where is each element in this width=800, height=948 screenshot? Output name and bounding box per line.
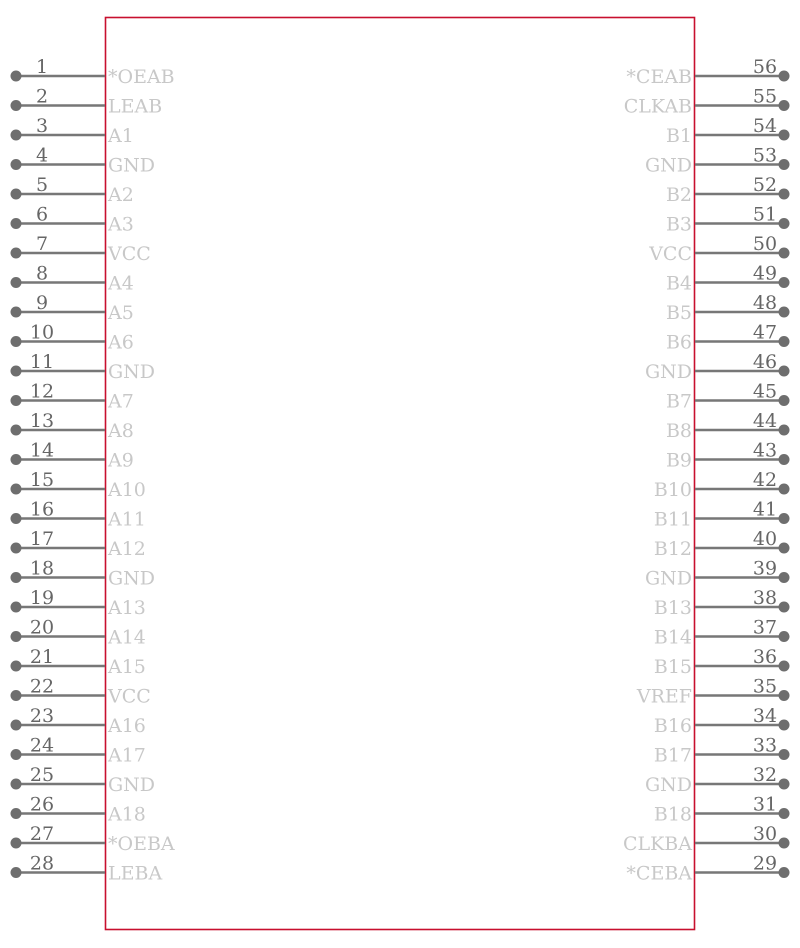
pin-number: 18 bbox=[29, 557, 55, 580]
pin bbox=[11, 56, 175, 88]
pin-number: 8 bbox=[35, 262, 49, 285]
pin-name: B4 bbox=[665, 272, 692, 295]
pin-number: 50 bbox=[752, 233, 778, 255]
pin-endpoint-dot bbox=[779, 159, 790, 170]
pin-endpoint-dot bbox=[11, 366, 22, 377]
pin-name: GND bbox=[644, 154, 692, 177]
pin bbox=[11, 558, 156, 590]
pin bbox=[11, 705, 146, 737]
pin-name: *CEAB bbox=[626, 66, 692, 88]
pin bbox=[648, 233, 789, 265]
pin-number: 2 bbox=[35, 85, 49, 108]
pin-number: 42 bbox=[752, 469, 778, 491]
pin-endpoint-dot bbox=[779, 513, 790, 524]
pin-number: 41 bbox=[752, 498, 778, 521]
pin-number: 10 bbox=[29, 321, 55, 344]
pin-endpoint-dot bbox=[779, 218, 790, 229]
pin-number: 15 bbox=[29, 469, 55, 491]
pin-endpoint-dot bbox=[11, 130, 22, 141]
pin bbox=[11, 735, 146, 767]
pin bbox=[654, 705, 790, 737]
pin-endpoint-dot bbox=[779, 130, 790, 141]
pin-number: 26 bbox=[29, 793, 55, 816]
pin-name: B2 bbox=[665, 184, 692, 206]
pin-number: 54 bbox=[752, 115, 778, 137]
pin-endpoint-dot bbox=[779, 749, 790, 760]
pin-name: B17 bbox=[653, 744, 692, 767]
pin-endpoint-dot bbox=[779, 661, 790, 672]
pin bbox=[626, 56, 789, 88]
pin-name: A18 bbox=[108, 803, 146, 826]
pin-number: 22 bbox=[29, 675, 55, 698]
pin-endpoint-dot bbox=[779, 808, 790, 819]
pin bbox=[666, 381, 790, 413]
pin-endpoint-dot bbox=[11, 100, 22, 111]
pin bbox=[654, 469, 790, 501]
pin bbox=[11, 794, 146, 826]
pin-name: B14 bbox=[653, 626, 692, 649]
pin-number: 12 bbox=[29, 380, 55, 403]
pin-endpoint-dot bbox=[779, 779, 790, 790]
pin-endpoint-dot bbox=[11, 277, 22, 288]
pin-number: 4 bbox=[35, 144, 49, 167]
pin bbox=[11, 823, 175, 855]
pin-endpoint-dot bbox=[11, 631, 22, 642]
pin-name: VCC bbox=[108, 243, 151, 265]
pin-endpoint-dot bbox=[11, 454, 22, 465]
pin-endpoint-dot bbox=[779, 425, 790, 436]
pin-name: *CEBA bbox=[626, 862, 692, 885]
pin-number: 56 bbox=[752, 56, 778, 78]
pin-endpoint-dot bbox=[11, 867, 22, 878]
pin bbox=[11, 410, 134, 442]
pin-name: A3 bbox=[108, 213, 134, 236]
pin bbox=[626, 853, 789, 885]
pin-number: 30 bbox=[752, 823, 778, 845]
pin bbox=[11, 381, 134, 413]
pin-name: *OEAB bbox=[108, 66, 175, 88]
pin-number: 25 bbox=[29, 764, 55, 786]
pin-name: B10 bbox=[653, 479, 692, 501]
pin-name: B1 bbox=[665, 125, 692, 147]
pin-number: 48 bbox=[752, 292, 778, 314]
pin-endpoint-dot bbox=[11, 336, 22, 347]
pin bbox=[645, 558, 790, 590]
pin-endpoint-dot bbox=[779, 838, 790, 849]
pin-endpoint-dot bbox=[779, 602, 790, 613]
pin-name: B15 bbox=[653, 656, 692, 678]
pin-name: VCC bbox=[108, 685, 151, 708]
pin-number: 14 bbox=[29, 439, 55, 462]
pin-endpoint-dot bbox=[11, 720, 22, 731]
pin-number: 47 bbox=[752, 321, 778, 344]
pin-name: GND bbox=[108, 361, 156, 383]
pin-name: LEBA bbox=[108, 862, 163, 885]
pin-number: 19 bbox=[29, 587, 55, 609]
pin-number: 51 bbox=[752, 203, 778, 226]
pin-number: 21 bbox=[29, 646, 55, 668]
pin bbox=[666, 410, 790, 442]
pin-name: A8 bbox=[108, 420, 134, 442]
pin bbox=[654, 617, 790, 649]
pin-number: 3 bbox=[35, 115, 49, 137]
pin-number: 13 bbox=[29, 410, 55, 432]
pin bbox=[11, 587, 146, 619]
pin-name: B11 bbox=[653, 508, 692, 531]
pin bbox=[654, 528, 790, 560]
pin-number: 17 bbox=[29, 528, 55, 550]
pin bbox=[636, 676, 790, 708]
right-pin-column bbox=[623, 56, 790, 885]
pin-endpoint-dot bbox=[779, 720, 790, 731]
pin-name: A12 bbox=[108, 538, 146, 560]
pin-endpoint-dot bbox=[779, 572, 790, 583]
pin bbox=[11, 499, 146, 531]
pin bbox=[11, 440, 134, 472]
pin-endpoint-dot bbox=[11, 248, 22, 259]
pin-name: A7 bbox=[108, 390, 134, 413]
pin-number: 9 bbox=[35, 292, 49, 314]
pin-number: 45 bbox=[752, 380, 778, 403]
pin-endpoint-dot bbox=[11, 690, 22, 701]
pin bbox=[11, 322, 134, 354]
pin-number: 39 bbox=[752, 557, 778, 580]
pin bbox=[11, 617, 146, 649]
pin-number: 29 bbox=[752, 852, 778, 875]
pin-endpoint-dot bbox=[11, 543, 22, 554]
pin-endpoint-dot bbox=[779, 543, 790, 554]
pin-endpoint-dot bbox=[11, 395, 22, 406]
pin-endpoint-dot bbox=[11, 779, 22, 790]
pin-name: B8 bbox=[665, 420, 692, 442]
pin-number: 40 bbox=[752, 528, 778, 550]
pin-endpoint-dot bbox=[11, 572, 22, 583]
pin-name: GND bbox=[108, 154, 156, 177]
pin-name: CLKBA bbox=[622, 833, 692, 855]
left-pin-column bbox=[11, 56, 175, 885]
pin-endpoint-dot bbox=[779, 277, 790, 288]
pin-name: B13 bbox=[653, 597, 692, 619]
pin-number: 43 bbox=[752, 439, 778, 462]
pin-name: GND bbox=[644, 361, 692, 383]
pin-endpoint-dot bbox=[11, 838, 22, 849]
pin-endpoint-dot bbox=[11, 661, 22, 672]
pin bbox=[666, 440, 790, 472]
pin-endpoint-dot bbox=[779, 248, 790, 259]
pin-number: 46 bbox=[752, 351, 778, 373]
pin-name: A17 bbox=[108, 744, 146, 767]
pin bbox=[11, 115, 134, 147]
pin-name: A5 bbox=[108, 302, 134, 324]
pin-name: A10 bbox=[108, 479, 146, 501]
pin bbox=[654, 735, 790, 767]
ic-body-outline bbox=[106, 18, 695, 930]
pin-name: A15 bbox=[108, 656, 146, 678]
pin-number: 24 bbox=[29, 734, 55, 757]
pin bbox=[11, 145, 156, 177]
pin-endpoint-dot bbox=[779, 867, 790, 878]
pin-name: A16 bbox=[108, 715, 146, 737]
pin-number: 37 bbox=[752, 616, 778, 639]
pin bbox=[645, 764, 790, 796]
pin-endpoint-dot bbox=[779, 100, 790, 111]
pin-endpoint-dot bbox=[779, 366, 790, 377]
pin bbox=[11, 853, 163, 885]
pin-name: B3 bbox=[665, 213, 692, 236]
pin-name: B5 bbox=[665, 302, 692, 324]
pin-name: *OEBA bbox=[108, 833, 175, 855]
pin-number: 16 bbox=[29, 498, 55, 521]
pin-endpoint-dot bbox=[779, 336, 790, 347]
pin bbox=[666, 174, 790, 206]
pin-endpoint-dot bbox=[779, 395, 790, 406]
pin-endpoint-dot bbox=[11, 808, 22, 819]
pin bbox=[666, 322, 790, 354]
pin-name: A13 bbox=[108, 597, 146, 619]
pin-number: 44 bbox=[752, 410, 778, 432]
pin-endpoint-dot bbox=[11, 602, 22, 613]
pin-endpoint-dot bbox=[779, 71, 790, 82]
pin-name: CLKAB bbox=[623, 95, 692, 118]
pin-endpoint-dot bbox=[779, 631, 790, 642]
pin bbox=[11, 676, 151, 708]
pin-number: 20 bbox=[29, 616, 55, 639]
pin-name: A14 bbox=[108, 626, 146, 649]
pin bbox=[11, 263, 134, 295]
pin-name: B16 bbox=[653, 715, 692, 737]
pin bbox=[624, 86, 790, 118]
pin bbox=[654, 587, 790, 619]
pin bbox=[666, 292, 790, 324]
pin-number: 6 bbox=[35, 203, 49, 226]
pin-endpoint-dot bbox=[779, 454, 790, 465]
pin bbox=[654, 794, 790, 826]
pin-name: VCC bbox=[649, 243, 692, 265]
pin bbox=[654, 499, 790, 531]
pin bbox=[11, 351, 156, 383]
pin-number: 35 bbox=[752, 675, 778, 698]
pin-name: A9 bbox=[108, 449, 134, 472]
pin-name: B7 bbox=[665, 390, 692, 413]
pin-name: A4 bbox=[108, 272, 134, 295]
pin bbox=[11, 528, 146, 560]
pin-name: GND bbox=[644, 774, 692, 796]
pin bbox=[666, 263, 790, 295]
pin-number: 53 bbox=[752, 144, 778, 167]
pin-number: 28 bbox=[29, 852, 55, 875]
pin-endpoint-dot bbox=[11, 189, 22, 200]
pin-name: B6 bbox=[665, 331, 692, 354]
pin bbox=[645, 351, 790, 383]
pin-endpoint-dot bbox=[779, 189, 790, 200]
pin bbox=[11, 292, 134, 324]
pin-endpoint-dot bbox=[11, 425, 22, 436]
pin-number: 49 bbox=[752, 262, 778, 285]
pin-number: 7 bbox=[35, 233, 49, 255]
pin bbox=[666, 115, 790, 147]
pin-endpoint-dot bbox=[11, 484, 22, 495]
pin bbox=[666, 204, 790, 236]
pin-endpoint-dot bbox=[779, 690, 790, 701]
pin-number: 36 bbox=[752, 646, 778, 668]
pin-name: A11 bbox=[108, 508, 146, 531]
pin bbox=[11, 86, 163, 118]
pin-number: 33 bbox=[752, 734, 778, 757]
pin-number: 5 bbox=[35, 174, 49, 196]
pin-number: 38 bbox=[752, 587, 778, 609]
pin-number: 23 bbox=[29, 705, 55, 727]
pin-endpoint-dot bbox=[779, 484, 790, 495]
pin bbox=[11, 204, 134, 236]
pin-number: 27 bbox=[29, 823, 55, 845]
pin-number: 1 bbox=[35, 56, 49, 78]
pin-name: B12 bbox=[653, 538, 692, 560]
pin-name: GND bbox=[108, 567, 156, 590]
pin-endpoint-dot bbox=[11, 218, 22, 229]
pin bbox=[11, 233, 151, 265]
pin-number: 55 bbox=[752, 85, 778, 108]
pin-name: GND bbox=[644, 567, 692, 590]
pin bbox=[11, 174, 134, 206]
pin bbox=[645, 145, 790, 177]
pin bbox=[623, 823, 790, 855]
pin-name: B9 bbox=[665, 449, 692, 472]
pin-endpoint-dot bbox=[11, 71, 22, 82]
pin-name: GND bbox=[108, 774, 156, 796]
pin-endpoint-dot bbox=[11, 159, 22, 170]
pin-name: B18 bbox=[653, 803, 692, 826]
pin-name: LEAB bbox=[108, 95, 163, 118]
pin-number: 52 bbox=[752, 174, 778, 196]
pin-endpoint-dot bbox=[11, 513, 22, 524]
pin bbox=[654, 646, 790, 678]
pin-number: 31 bbox=[752, 793, 778, 816]
pin bbox=[11, 646, 146, 678]
pin bbox=[11, 764, 156, 796]
pin-number: 11 bbox=[29, 351, 55, 373]
pin-name: A1 bbox=[108, 125, 134, 147]
pin-name: A6 bbox=[108, 331, 134, 354]
pin-name: VREF bbox=[636, 685, 692, 708]
pin-endpoint-dot bbox=[11, 749, 22, 760]
pin-number: 32 bbox=[752, 764, 778, 786]
pin-name: A2 bbox=[108, 184, 134, 206]
pin bbox=[11, 469, 146, 501]
pin-endpoint-dot bbox=[779, 307, 790, 318]
pin-number: 34 bbox=[752, 705, 778, 727]
pin-endpoint-dot bbox=[11, 307, 22, 318]
